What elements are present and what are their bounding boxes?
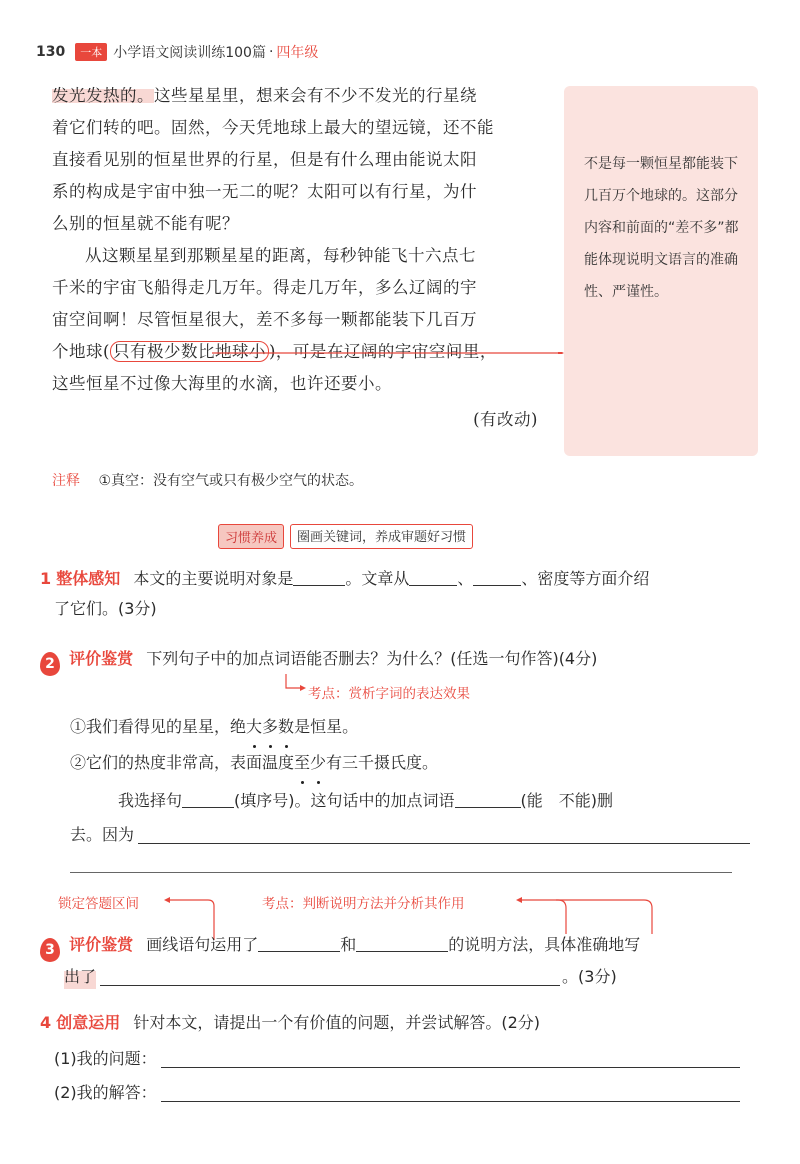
answer-blank[interactable] xyxy=(258,934,340,952)
answer-blank[interactable] xyxy=(161,1084,740,1102)
sentence-text: 有三千摄氏度。 xyxy=(326,753,439,772)
passage-line: 个地球( xyxy=(52,342,110,361)
question-text: 出了 xyxy=(64,962,96,992)
passage-paragraph-1 xyxy=(52,80,552,240)
sentence-2 xyxy=(70,748,438,778)
answer-blank[interactable] xyxy=(100,968,560,986)
dotted-char: 少 xyxy=(310,748,326,778)
passage-line: )，可是在辽阔的宇宙空间里， xyxy=(268,342,497,361)
book-title: 小学语文阅读训练100篇 xyxy=(113,45,266,61)
answer-blank[interactable] xyxy=(409,568,457,586)
annotation-connector xyxy=(212,352,564,354)
question-text: 、密度等方面介绍 xyxy=(521,569,650,588)
q3-hint-left: 锁定答题区间 xyxy=(58,896,139,912)
footnote-text: ①真空：没有空气或只有极少空气的状态。 xyxy=(98,473,364,489)
dotted-char: 多 xyxy=(262,712,278,742)
highlighted-phrase: 发光发热的。 xyxy=(52,86,154,105)
q2-answer-line-1 xyxy=(70,786,750,816)
passage-line: 这些恒星不过像大海里的水滴，也许还要小。 xyxy=(52,374,392,393)
answer-line[interactable] xyxy=(70,872,732,873)
sentence-text: 是恒星。 xyxy=(294,717,359,736)
question-text: 下列句子中的加点词语能否删去？为什么？(任选一句作答)(4分) xyxy=(146,649,598,668)
answer-blank[interactable] xyxy=(161,1050,740,1068)
dotted-char: 至 xyxy=(294,748,310,778)
answer-blank[interactable] xyxy=(138,826,750,844)
page-header xyxy=(36,42,318,62)
boxed-phrase: 只有极少数比地球小 xyxy=(110,341,269,362)
passage-line: 直接看见别的恒星世界的行星，但是有什么理由能说太阳 xyxy=(52,150,477,169)
passage-line: 着它们转的吧。固然，今天凭地球上最大的望远镜，还不能 xyxy=(52,118,494,137)
question-label: 评价鉴赏 xyxy=(69,649,134,668)
passage-line: 这些星星里，想来会有不少不发光的行星绕 xyxy=(154,86,477,105)
source-note: (有改动) xyxy=(473,410,538,429)
answer-blank[interactable] xyxy=(473,568,521,586)
brand-logo: 一本 xyxy=(75,43,107,61)
passage-line: 系的构成是宇宙中独一无二的呢？太阳可以有行星，为什 xyxy=(52,182,477,201)
question-text: 画线语句运用了 xyxy=(146,935,259,954)
dotted-char: 数 xyxy=(278,712,294,742)
passage-paragraph-2 xyxy=(52,240,552,400)
footnote xyxy=(52,470,363,490)
q3-hint-right: 考点：判断说明方法并分析其作用 xyxy=(262,896,465,912)
question-text: (填序号)。这句话中的加点词语 xyxy=(234,791,455,810)
grade-label: 四年级 xyxy=(276,45,319,61)
question-label: 创意运用 xyxy=(56,1013,121,1032)
question-label: 评价鉴赏 xyxy=(69,935,134,954)
question-text: 、 xyxy=(457,569,474,588)
question-2 xyxy=(40,644,760,676)
sentence-text: ②它们的热度非常高，表面温度 xyxy=(70,753,295,772)
sentence-text: ①我们看得见的星星，绝 xyxy=(70,717,247,736)
question-3 xyxy=(40,930,760,992)
question-text: 本文的主要说明对象是 xyxy=(133,569,294,588)
passage-line: 千米的宇宙飞船得走几万年。得走几万年，多么辽阔的宇 xyxy=(52,278,477,297)
hint-arrow-icon xyxy=(282,674,306,694)
habit-text: 圈画关键词，养成审题好习惯 xyxy=(290,524,473,549)
question-4 xyxy=(40,1008,760,1108)
answer-blank[interactable] xyxy=(293,568,345,586)
passage-line: 从这颗星星到那颗星星的距离，每秒钟能飞十六点七 xyxy=(85,246,476,265)
habit-banner xyxy=(218,524,473,549)
question-text: 。文章从 xyxy=(345,569,410,588)
question-number-flame-icon: 2 xyxy=(40,652,60,676)
question-number: 1 xyxy=(40,569,52,588)
question-label: 整体感知 xyxy=(56,569,121,588)
side-annotation-text: 不是每一颗恒星都能装下几百万个地球的。这部分内容和前面的“差不多”都能体现说明文语言的准确性、严谨性。 xyxy=(584,156,739,300)
page-number: 130 xyxy=(36,44,66,60)
title-separator: · xyxy=(268,44,274,60)
question-text: 我选择句 xyxy=(118,791,183,810)
question-text: 了它们。(3分) xyxy=(54,599,157,618)
q2-answer-line-2 xyxy=(70,820,750,850)
question-1 xyxy=(40,564,760,624)
question-text: (1)我的问题： xyxy=(54,1049,157,1068)
answer-blank[interactable] xyxy=(182,790,234,808)
passage-line: 宙空间啊！尽管恒星很大，差不多每一颗都能装下几百万 xyxy=(52,310,477,329)
question-number-flame-icon: 3 xyxy=(40,938,60,962)
passage xyxy=(52,80,552,436)
question-text: 的说明方法，具体准确地写 xyxy=(448,935,641,954)
q2-hint: 考点：赏析字词的表达效果 xyxy=(308,686,470,702)
dotted-char: 大 xyxy=(246,712,262,742)
footnote-label: 注释 xyxy=(52,473,80,489)
answer-blank[interactable] xyxy=(455,790,521,808)
question-text: 去。因为 xyxy=(70,825,135,844)
passage-line: 么别的恒星就不能有呢？ xyxy=(52,214,239,233)
question-text: 针对本文，请提出一个有价值的问题，并尝试解答。(2分) xyxy=(133,1013,541,1032)
question-text: (2)我的解答： xyxy=(54,1083,157,1102)
question-text: 。(3分) xyxy=(562,967,617,986)
question-number: 4 xyxy=(40,1013,52,1032)
sentence-1 xyxy=(70,712,358,742)
answer-blank[interactable] xyxy=(356,934,448,952)
question-text: 和 xyxy=(340,935,357,954)
side-annotation xyxy=(564,86,758,456)
habit-tag: 习惯养成 xyxy=(218,524,284,549)
question-text: (能 不能)删 xyxy=(520,791,614,810)
